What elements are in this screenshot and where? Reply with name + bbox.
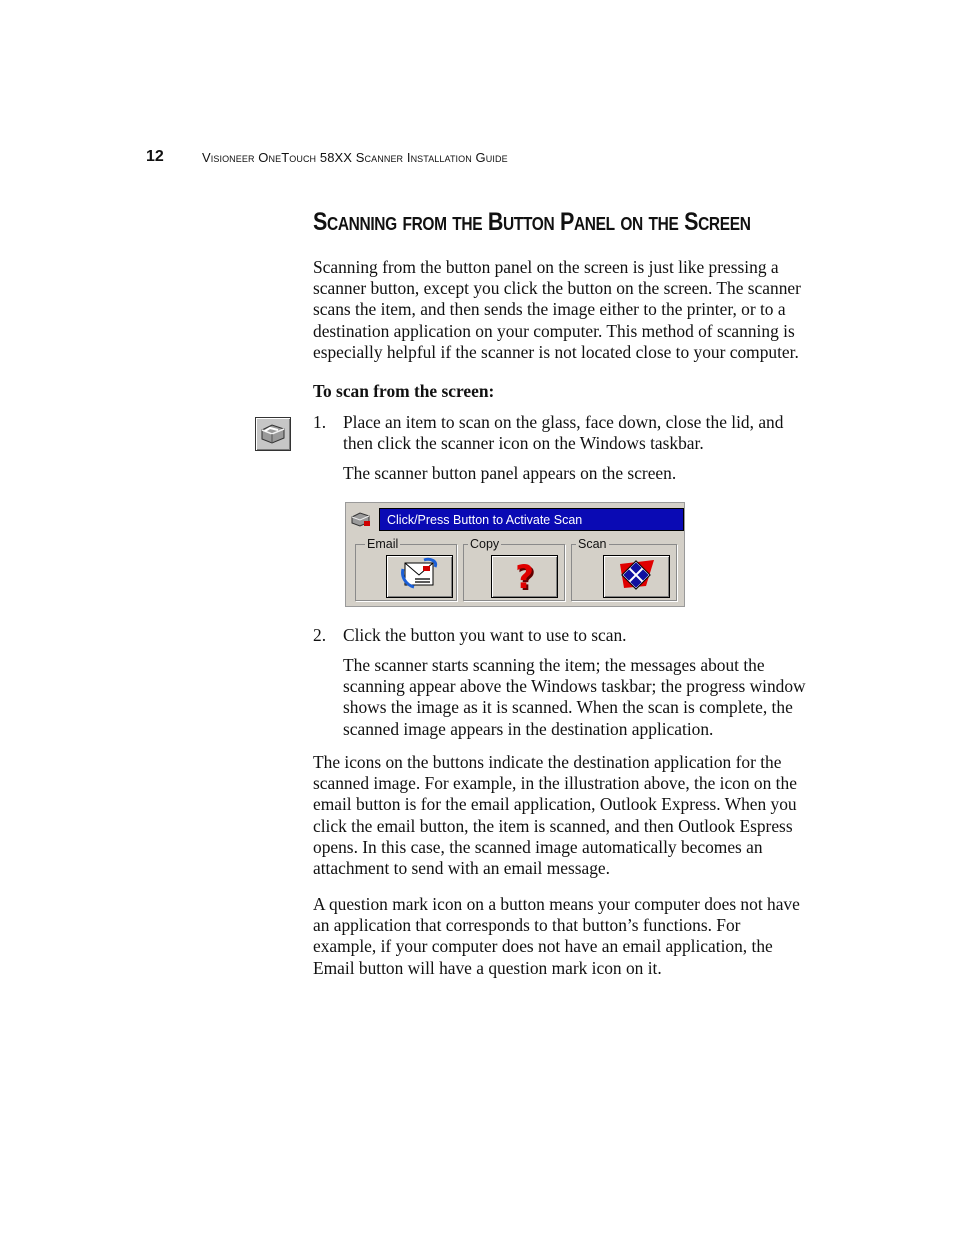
step-text: Click the button you want to use to scan. [343, 625, 627, 645]
page-number: 12 [146, 148, 164, 165]
step-1-result: The scanner button panel appears on the screen. [343, 463, 677, 483]
scanner-icon [350, 510, 372, 528]
copy-button[interactable] [491, 555, 558, 598]
intro-paragraph: Scanning from the button panel on the screen is just like pressing a scanner button, except you click the button on the screen. The scanner scans the item, and then sends the image either to the printer, or to a destination application on your computer. This method of scanning is especially helpful if the scanner is not located close to your computer. [313, 257, 801, 362]
scanner-button-panel [345, 502, 685, 607]
scan-button[interactable] [603, 555, 670, 598]
panel-title: Click/Press Button to Activate Scan [379, 508, 684, 531]
scanner-taskbar-icon [255, 417, 291, 451]
email-label: Email [367, 537, 399, 551]
icons-paragraph: The icons on the buttons indicate the destination application for the scanned image. For example, in the illustration above, the icon on the email button is for the email application, Outlook Express. When you click the email button, the item is scanned, and then Outlook Espress opens. In this case, the scanned image automatically becomes an attachment to send with an email message. [313, 752, 797, 879]
copy-label: Copy [470, 537, 500, 551]
step-2-result: The scanner starts scanning the item; the messages about the scanning appear above the Windows taskbar; the progress window shows the image as it is scanned. When the scan is complete, the scanned image appears in the destination application. [343, 655, 806, 739]
scan-label: Scan [578, 537, 607, 551]
panel-titlebar [350, 507, 680, 531]
running-title: Visioneer OneTouch 58XX Scanner Installation Guide [202, 150, 508, 165]
email-button[interactable] [386, 555, 453, 598]
scan-app-icon [616, 556, 658, 597]
question-mark-paragraph: A question mark icon on a button means your computer does not have an application that corresponds to that button’s functions. For example, if your computer does not have an email application, the Email button will have a question mark icon on it. [313, 894, 800, 978]
question-mark-icon: ? [515, 557, 534, 596]
step-number: 1. [313, 412, 327, 432]
procedure-title: To scan from the screen: [313, 381, 495, 401]
section-heading: Scanning from the Button Panel on the Screen [313, 208, 751, 236]
step-text: Place an item to scan on the glass, face down, close the lid, and then click the scanner icon on the Windows taskbar. [343, 412, 784, 454]
step-number: 2. [313, 625, 327, 645]
email-icon [400, 557, 440, 596]
